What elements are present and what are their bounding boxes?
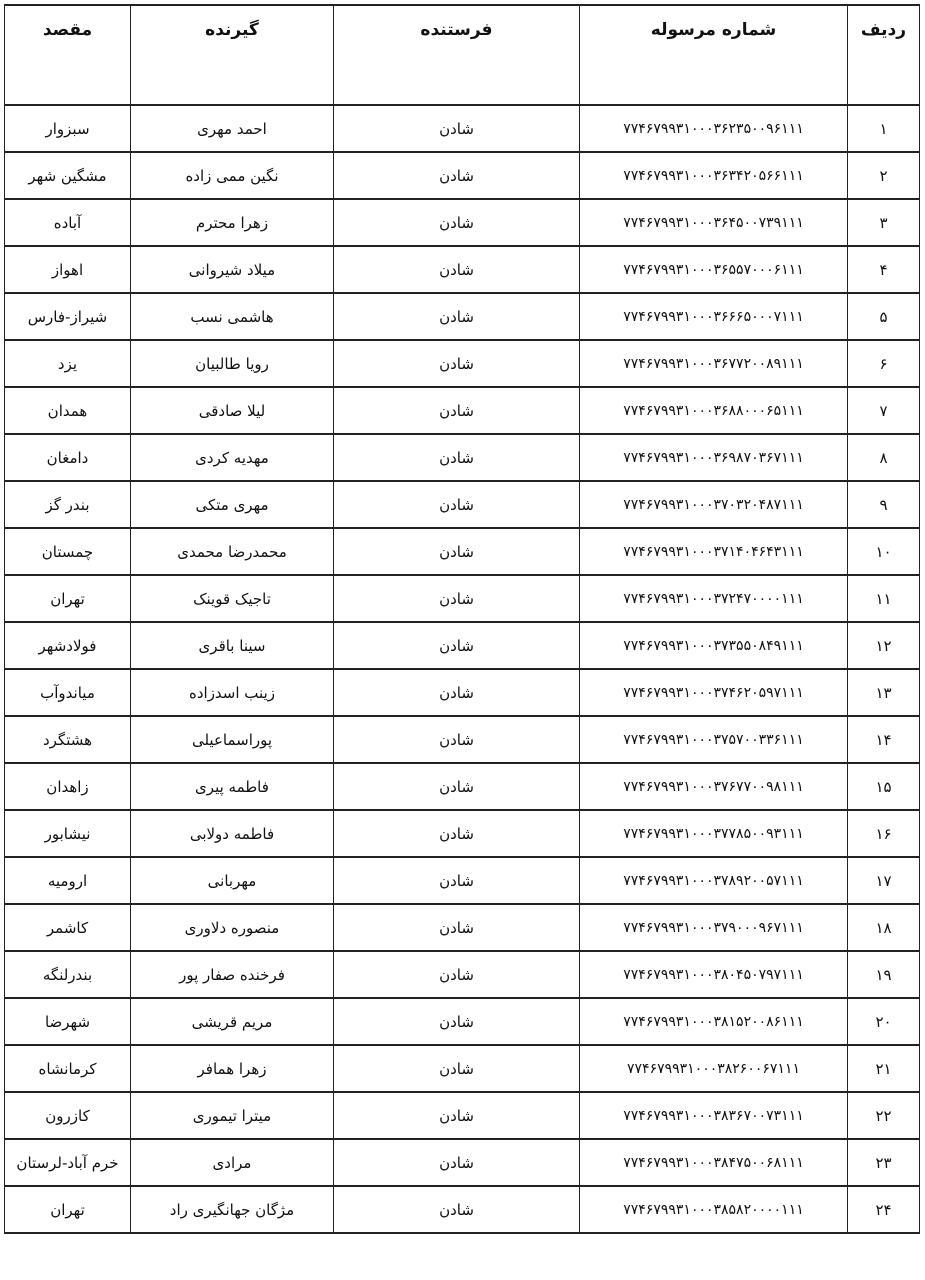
header-tracking-number: شماره مرسوله xyxy=(580,5,848,105)
table-row xyxy=(5,246,920,293)
sender-cell: شادن xyxy=(334,434,580,481)
row-number-cell: ۱۶ xyxy=(848,810,920,857)
row-number-cell: ۲۳ xyxy=(848,1139,920,1186)
sender-cell: شادن xyxy=(334,199,580,246)
destination-cell: سبزوار xyxy=(5,105,131,152)
row-number-cell: ۱۸ xyxy=(848,904,920,951)
row-number-cell: ۱ xyxy=(848,105,920,152)
receiver-cell: نگین ممی زاده xyxy=(131,152,334,199)
receiver-cell: زهرا محترم xyxy=(131,199,334,246)
table-row xyxy=(5,434,920,481)
destination-cell: کرمانشاه xyxy=(5,1045,131,1092)
sender-cell: شادن xyxy=(334,622,580,669)
row-number-cell: ۱۱ xyxy=(848,575,920,622)
tracking-number-cell: ۷۷۴۶۷۹۹۳۱۰۰۰۳۸۱۵۲۰۰۸۶۱۱۱ xyxy=(580,998,848,1045)
sender-cell: شادن xyxy=(334,481,580,528)
table-row xyxy=(5,528,920,575)
table-row xyxy=(5,152,920,199)
sender-cell: شادن xyxy=(334,763,580,810)
header-row-number: ردیف xyxy=(848,5,920,105)
table-body xyxy=(5,105,920,1233)
table-row xyxy=(5,857,920,904)
row-number-cell: ۸ xyxy=(848,434,920,481)
sender-cell: شادن xyxy=(334,105,580,152)
destination-cell: تهران xyxy=(5,1186,131,1233)
destination-cell: همدان xyxy=(5,387,131,434)
sender-cell: شادن xyxy=(334,528,580,575)
table-header xyxy=(5,5,920,105)
row-number-cell: ۱۳ xyxy=(848,669,920,716)
receiver-cell: محمدرضا محمدی xyxy=(131,528,334,575)
receiver-cell: مژگان جهانگیری راد xyxy=(131,1186,334,1233)
tracking-number-cell: ۷۷۴۶۷۹۹۳۱۰۰۰۳۸۴۷۵۰۰۶۸۱۱۱ xyxy=(580,1139,848,1186)
destination-cell: بندرلنگه xyxy=(5,951,131,998)
receiver-cell: هاشمی نسب xyxy=(131,293,334,340)
header-sender: فرستنده xyxy=(334,5,580,105)
destination-cell: کازرون xyxy=(5,1092,131,1139)
tracking-number-cell: ۷۷۴۶۷۹۹۳۱۰۰۰۳۷۵۷۰۰۳۳۶۱۱۱ xyxy=(580,716,848,763)
tracking-number-cell: ۷۷۴۶۷۹۹۳۱۰۰۰۳۶۵۵۷۰۰۰۶۱۱۱ xyxy=(580,246,848,293)
table-row xyxy=(5,293,920,340)
table-row xyxy=(5,622,920,669)
destination-cell: اهواز xyxy=(5,246,131,293)
destination-cell: یزد xyxy=(5,340,131,387)
tracking-number-cell: ۷۷۴۶۷۹۹۳۱۰۰۰۳۷۱۴۰۴۶۴۳۱۱۱ xyxy=(580,528,848,575)
destination-cell: خرم آباد-لرستان xyxy=(5,1139,131,1186)
row-number-cell: ۳ xyxy=(848,199,920,246)
destination-cell: بندر گز xyxy=(5,481,131,528)
row-number-cell: ۱۰ xyxy=(848,528,920,575)
header-destination: مقصد xyxy=(5,5,131,105)
tracking-number-cell: ۷۷۴۶۷۹۹۳۱۰۰۰۳۸۲۶۰۰۶۷۱۱۱ xyxy=(580,1045,848,1092)
destination-cell: دامغان xyxy=(5,434,131,481)
sender-cell: شادن xyxy=(334,387,580,434)
destination-cell: هشتگرد xyxy=(5,716,131,763)
tracking-number-cell: ۷۷۴۶۷۹۹۳۱۰۰۰۳۷۰۳۲۰۴۸۷۱۱۱ xyxy=(580,481,848,528)
destination-cell: میاندوآب xyxy=(5,669,131,716)
table-row xyxy=(5,904,920,951)
row-number-cell: ۵ xyxy=(848,293,920,340)
sender-cell: شادن xyxy=(334,669,580,716)
row-number-cell: ۱۷ xyxy=(848,857,920,904)
tracking-number-cell: ۷۷۴۶۷۹۹۳۱۰۰۰۳۶۷۷۲۰۰۸۹۱۱۱ xyxy=(580,340,848,387)
row-number-cell: ۱۲ xyxy=(848,622,920,669)
destination-cell: آباده xyxy=(5,199,131,246)
row-number-cell: ۹ xyxy=(848,481,920,528)
row-number-cell: ۲ xyxy=(848,152,920,199)
receiver-cell: زهرا همافر xyxy=(131,1045,334,1092)
sender-cell: شادن xyxy=(334,951,580,998)
sender-cell: شادن xyxy=(334,810,580,857)
tracking-number-cell: ۷۷۴۶۷۹۹۳۱۰۰۰۳۶۶۶۵۰۰۰۷۱۱۱ xyxy=(580,293,848,340)
sender-cell: شادن xyxy=(334,246,580,293)
receiver-cell: میترا تیموری xyxy=(131,1092,334,1139)
receiver-cell: لیلا صادقی xyxy=(131,387,334,434)
table-row xyxy=(5,575,920,622)
tracking-number-cell: ۷۷۴۶۷۹۹۳۱۰۰۰۳۷۳۵۵۰۸۴۹۱۱۱ xyxy=(580,622,848,669)
tracking-number-cell: ۷۷۴۶۷۹۹۳۱۰۰۰۳۶۴۵۰۰۷۳۹۱۱۱ xyxy=(580,199,848,246)
header-receiver: گیرنده xyxy=(131,5,334,105)
receiver-cell: میلاد شیروانی xyxy=(131,246,334,293)
destination-cell: نیشابور xyxy=(5,810,131,857)
sender-cell: شادن xyxy=(334,1186,580,1233)
table-row xyxy=(5,763,920,810)
table-row xyxy=(5,340,920,387)
tracking-number-cell: ۷۷۴۶۷۹۹۳۱۰۰۰۳۷۷۸۵۰۰۹۳۱۱۱ xyxy=(580,810,848,857)
row-number-cell: ۱۵ xyxy=(848,763,920,810)
tracking-number-cell: ۷۷۴۶۷۹۹۳۱۰۰۰۳۷۹۰۰۰۹۶۷۱۱۱ xyxy=(580,904,848,951)
table-row xyxy=(5,1045,920,1092)
sender-cell: شادن xyxy=(334,1092,580,1139)
destination-cell: ارومیه xyxy=(5,857,131,904)
destination-cell: مشگین شهر xyxy=(5,152,131,199)
destination-cell: تهران xyxy=(5,575,131,622)
sender-cell: شادن xyxy=(334,1045,580,1092)
receiver-cell: مهدیه کردی xyxy=(131,434,334,481)
receiver-cell: مریم قریشی xyxy=(131,998,334,1045)
sender-cell: شادن xyxy=(334,904,580,951)
destination-cell: کاشمر xyxy=(5,904,131,951)
receiver-cell: مرادی xyxy=(131,1139,334,1186)
table-row xyxy=(5,199,920,246)
tracking-number-cell: ۷۷۴۶۷۹۹۳۱۰۰۰۳۸۰۴۵۰۷۹۷۱۱۱ xyxy=(580,951,848,998)
table-row xyxy=(5,669,920,716)
sender-cell: شادن xyxy=(334,716,580,763)
destination-cell: فولادشهر xyxy=(5,622,131,669)
receiver-cell: تاجیک قوینک xyxy=(131,575,334,622)
shipments-table xyxy=(4,4,920,1234)
destination-cell: شیراز-فارس xyxy=(5,293,131,340)
receiver-cell: مهری متکی xyxy=(131,481,334,528)
row-number-cell: ۲۴ xyxy=(848,1186,920,1233)
table-row xyxy=(5,1186,920,1233)
row-number-cell: ۲۲ xyxy=(848,1092,920,1139)
table-row xyxy=(5,481,920,528)
sender-cell: شادن xyxy=(334,857,580,904)
receiver-cell: سینا باقری xyxy=(131,622,334,669)
table-row xyxy=(5,387,920,434)
destination-cell: شهرضا xyxy=(5,998,131,1045)
receiver-cell: فاطمه پیری xyxy=(131,763,334,810)
table-row xyxy=(5,998,920,1045)
tracking-number-cell: ۷۷۴۶۷۹۹۳۱۰۰۰۳۶۹۸۷۰۳۶۷۱۱۱ xyxy=(580,434,848,481)
row-number-cell: ۱۹ xyxy=(848,951,920,998)
tracking-number-cell: ۷۷۴۶۷۹۹۳۱۰۰۰۳۷۲۴۷۰۰۰۰۱۱۱ xyxy=(580,575,848,622)
sender-cell: شادن xyxy=(334,293,580,340)
table-row xyxy=(5,1139,920,1186)
tracking-number-cell: ۷۷۴۶۷۹۹۳۱۰۰۰۳۷۸۹۲۰۰۵۷۱۱۱ xyxy=(580,857,848,904)
tracking-number-cell: ۷۷۴۶۷۹۹۳۱۰۰۰۳۶۸۸۰۰۰۶۵۱۱۱ xyxy=(580,387,848,434)
sender-cell: شادن xyxy=(334,152,580,199)
tracking-number-cell: ۷۷۴۶۷۹۹۳۱۰۰۰۳۷۶۷۷۰۰۹۸۱۱۱ xyxy=(580,763,848,810)
row-number-cell: ۴ xyxy=(848,246,920,293)
table-row xyxy=(5,810,920,857)
destination-cell: زاهدان xyxy=(5,763,131,810)
tracking-number-cell: ۷۷۴۶۷۹۹۳۱۰۰۰۳۷۴۶۲۰۵۹۷۱۱۱ xyxy=(580,669,848,716)
receiver-cell: منصوره دلاوری xyxy=(131,904,334,951)
table-row xyxy=(5,1092,920,1139)
receiver-cell: زینب اسدزاده xyxy=(131,669,334,716)
sender-cell: شادن xyxy=(334,998,580,1045)
row-number-cell: ۲۰ xyxy=(848,998,920,1045)
receiver-cell: رویا طالبیان xyxy=(131,340,334,387)
destination-cell: چمستان xyxy=(5,528,131,575)
receiver-cell: احمد مهری xyxy=(131,105,334,152)
sender-cell: شادن xyxy=(334,340,580,387)
table-row xyxy=(5,105,920,152)
tracking-number-cell: ۷۷۴۶۷۹۹۳۱۰۰۰۳۸۵۸۲۰۰۰۰۱۱۱ xyxy=(580,1186,848,1233)
receiver-cell: فرخنده صفار پور xyxy=(131,951,334,998)
table-row xyxy=(5,951,920,998)
receiver-cell: مهربانی xyxy=(131,857,334,904)
receiver-cell: پوراسماعیلی xyxy=(131,716,334,763)
row-number-cell: ۶ xyxy=(848,340,920,387)
tracking-number-cell: ۷۷۴۶۷۹۹۳۱۰۰۰۳۶۳۴۲۰۵۶۶۱۱۱ xyxy=(580,152,848,199)
table-row xyxy=(5,716,920,763)
sender-cell: شادن xyxy=(334,1139,580,1186)
tracking-number-cell: ۷۷۴۶۷۹۹۳۱۰۰۰۳۶۲۳۵۰۰۹۶۱۱۱ xyxy=(580,105,848,152)
sender-cell: شادن xyxy=(334,575,580,622)
receiver-cell: فاطمه دولابی xyxy=(131,810,334,857)
row-number-cell: ۷ xyxy=(848,387,920,434)
tracking-number-cell: ۷۷۴۶۷۹۹۳۱۰۰۰۳۸۳۶۷۰۰۷۳۱۱۱ xyxy=(580,1092,848,1139)
row-number-cell: ۲۱ xyxy=(848,1045,920,1092)
header-row xyxy=(5,5,920,105)
row-number-cell: ۱۴ xyxy=(848,716,920,763)
